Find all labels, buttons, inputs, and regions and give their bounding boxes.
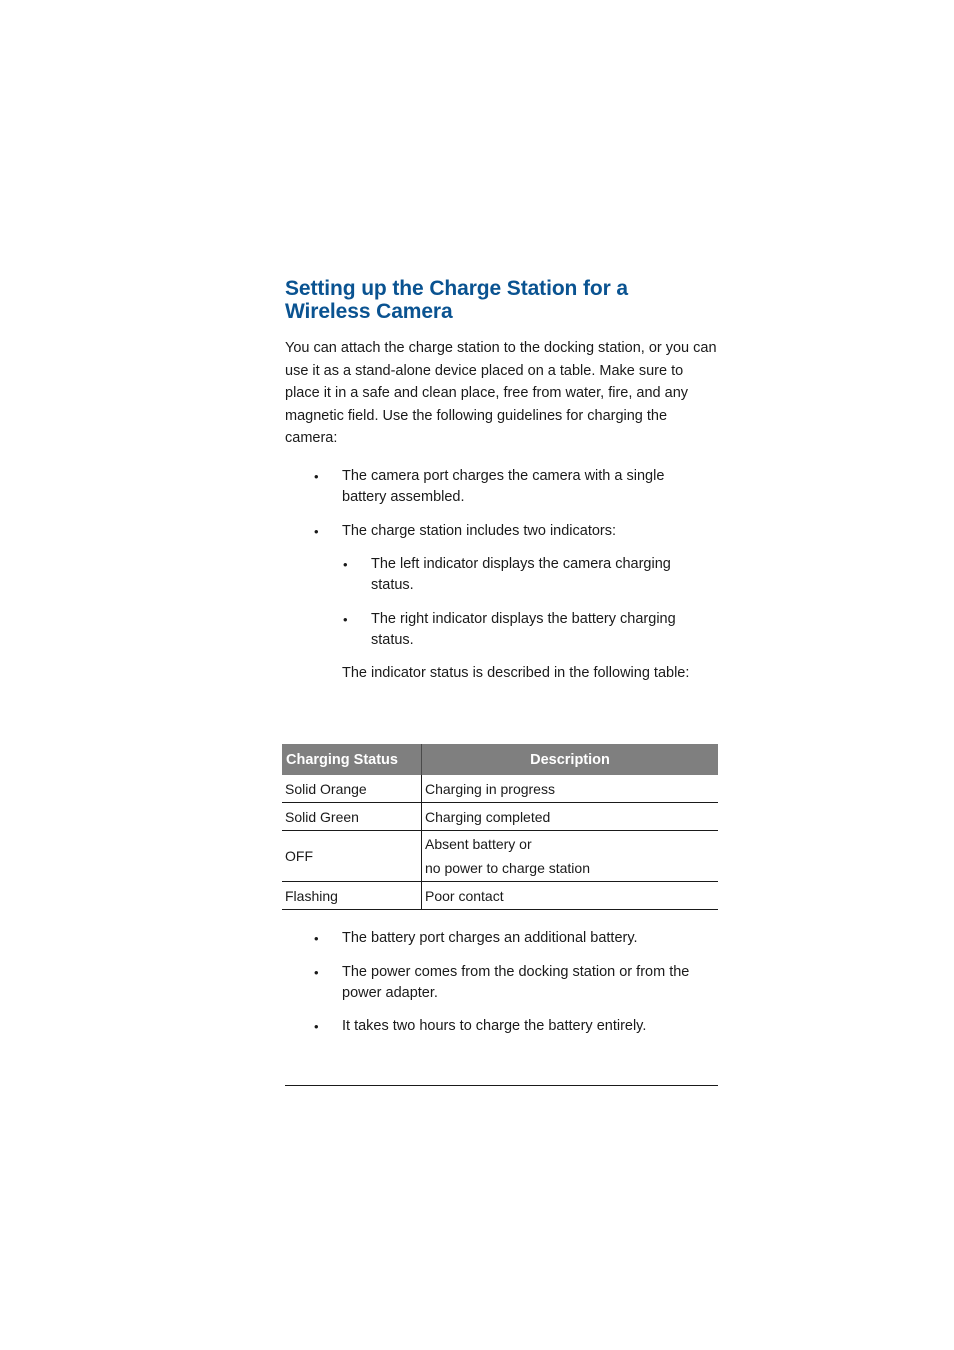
sub-bullet-list (343, 554, 718, 651)
description-cell: Poor contact (422, 882, 719, 910)
bullet-icon: • (343, 611, 348, 627)
list-item-text: The power comes from the docking station or from the power adapter. (342, 964, 690, 1001)
list-item (314, 928, 718, 949)
description-line: no power to charge station (425, 860, 590, 876)
status-cell: Flashing (282, 882, 422, 910)
table-header-row (282, 744, 718, 775)
list-item-text: The left indicator displays the camera charging status. (371, 555, 671, 593)
list-item (343, 609, 701, 651)
list-item (314, 521, 718, 542)
list-item-text: The charge station includes two indicators: (342, 522, 617, 539)
charging-status-table (282, 744, 718, 910)
list-item (314, 1016, 718, 1037)
top-bullet-list (314, 466, 718, 542)
list-item (314, 962, 718, 1004)
list-item-text: The right indicator displays the battery charging status. (371, 610, 676, 648)
bullet-icon: • (314, 523, 319, 539)
bullet-icon: • (314, 931, 319, 946)
section-heading: Setting up the Charge Station for a Wireless Camera (285, 277, 629, 323)
column-header-description: Description (422, 744, 719, 775)
table-intro: The indicator status is described in the following table: (342, 664, 690, 681)
footer-divider (285, 1085, 718, 1086)
bullet-icon: • (314, 468, 319, 484)
status-cell: Solid Green (282, 803, 422, 831)
description-cell (422, 831, 719, 882)
table-row (282, 803, 718, 831)
bullet-icon: • (314, 965, 319, 980)
bullet-icon: • (343, 556, 348, 572)
list-item-text: The camera port charges the camera with a single battery assembled. (342, 467, 665, 505)
status-cell: OFF (282, 831, 422, 882)
list-item-text: The battery port charges an additional battery. (342, 930, 638, 946)
list-item (343, 554, 701, 596)
description-cell: Charging completed (422, 803, 719, 831)
description-line: Absent battery or (425, 836, 532, 852)
column-header-status: Charging Status (282, 744, 422, 775)
bottom-bullet-list (314, 928, 718, 1037)
table-row (282, 831, 718, 882)
status-cell: Solid Orange (282, 775, 422, 803)
list-item (314, 466, 692, 508)
description-cell: Charging in progress (422, 775, 719, 803)
table-row (282, 882, 718, 910)
bullet-icon: • (314, 1019, 319, 1034)
list-item-text: It takes two hours to charge the battery entirely. (342, 1018, 647, 1034)
document-body (285, 277, 718, 684)
intro-paragraph: You can attach the charge station to the docking station, or you can use it as a stand-alone device placed on a table. Make sure to place it in a safe and clean place, free from water, fire, and any magnetic field. Use the following guidelines for charging the camera: (285, 340, 717, 446)
table-row (282, 775, 718, 803)
